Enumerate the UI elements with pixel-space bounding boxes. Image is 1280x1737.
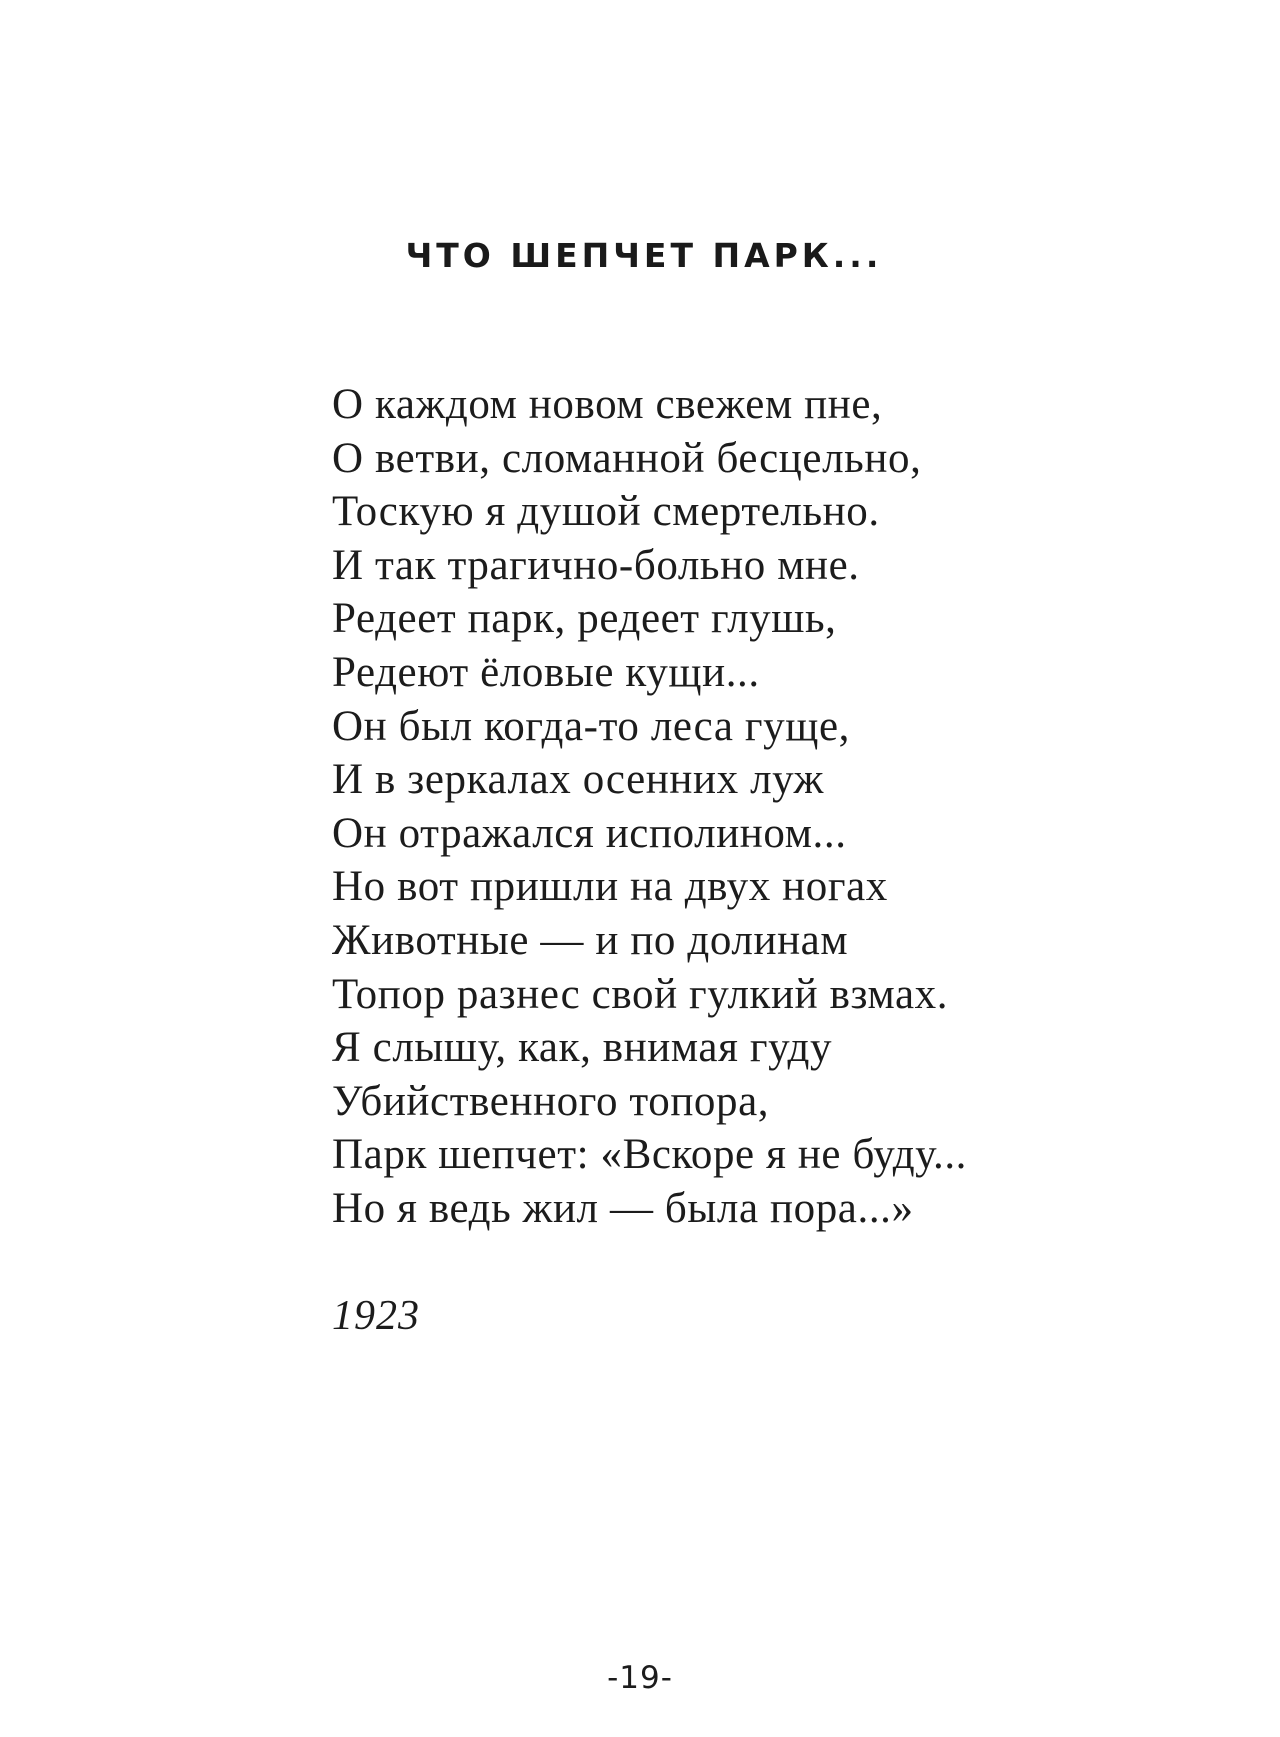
poem-line: Парк шепчет: «Вскоре я не буду... — [332, 1131, 968, 1179]
poem-line: Но вот пришли на двух ногах — [332, 863, 888, 911]
poem-line: Топор разнес свой гулкий взмах. — [332, 970, 949, 1018]
poem-line: Я слышу, как, внимая гуду — [332, 1024, 833, 1072]
poem-title: ЧТО ШЕПЧЕТ ПАРК... — [405, 236, 883, 275]
poem-line: О каждом новом свежем пне, — [332, 381, 883, 428]
poem-year: 1923 — [332, 1293, 420, 1339]
poem-line: Животные — и по долинам — [332, 916, 849, 964]
poem-line: Убийственного топора, — [332, 1077, 770, 1125]
poem-line: И так трагично-больно мне. — [332, 541, 860, 589]
poem-stanza — [332, 378, 967, 1236]
page-number: -19- — [607, 1660, 673, 1696]
poem-line: Редеет парк, редеет глушь, — [332, 595, 837, 643]
poem-line: Редеют ёловые кущи... — [332, 648, 760, 696]
poem-line: Тоскую я душой смертельно. — [332, 488, 880, 536]
poem-line: Он был когда-то леса гуще, — [332, 702, 850, 750]
poem-line: И в зеркалах осенних луж — [332, 756, 824, 804]
poem-line: Но я ведь жил — была пора...» — [332, 1184, 914, 1232]
poem-line: О ветви, сломанной бесцельно, — [332, 434, 922, 482]
poem-line: Он отражался исполином... — [332, 809, 847, 857]
